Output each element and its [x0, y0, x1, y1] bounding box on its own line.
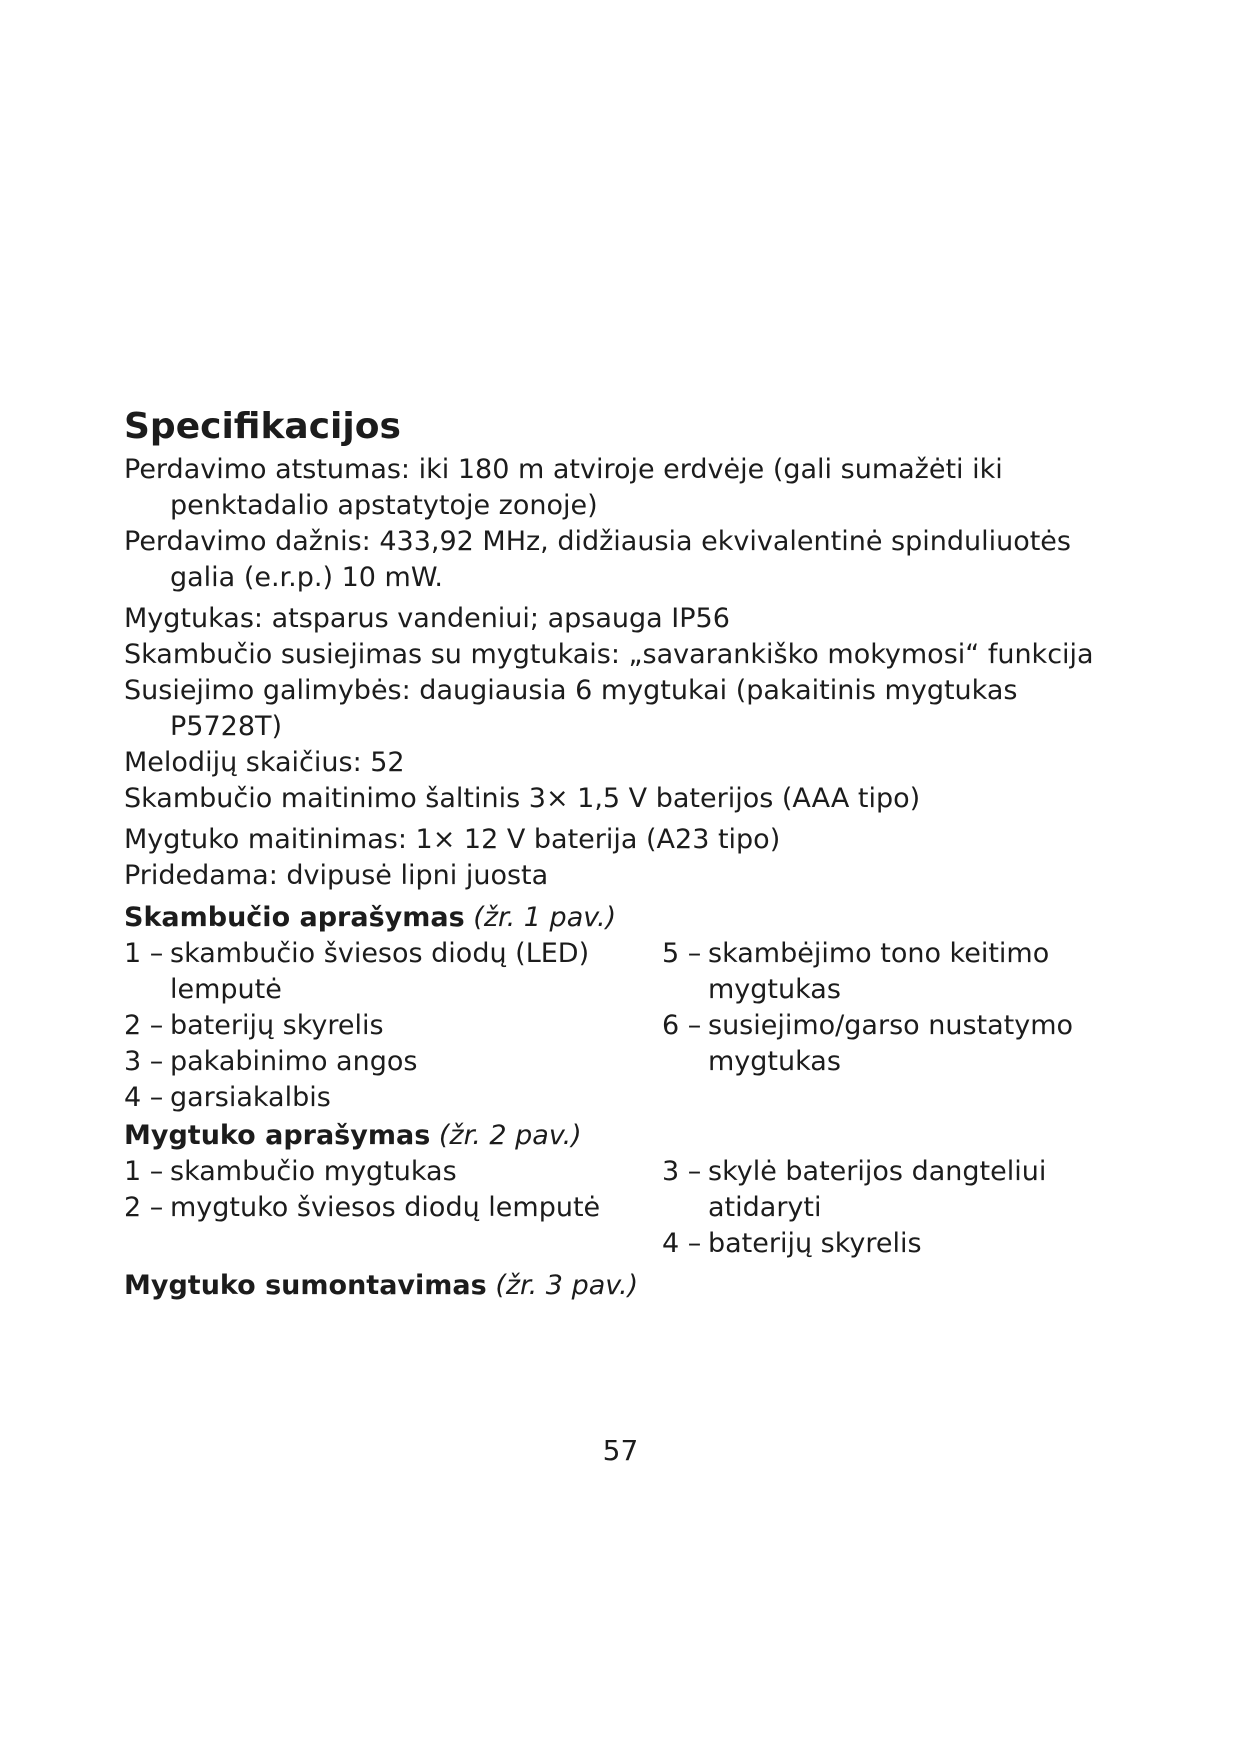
item-text: garsiakalbis: [170, 1082, 331, 1113]
spec-item: Skambučio susiejimas su mygtukais: „savarankiško mokymosi“ funkcija: [124, 639, 1094, 670]
item-number: 3 –: [662, 1156, 702, 1187]
mounting-heading: [124, 1268, 1134, 1304]
item-text: pakabinimo angos: [170, 1046, 418, 1077]
list-item: [124, 1154, 662, 1190]
section-title: Specifikacijos: [124, 406, 401, 447]
item-text: skambučio šviesos diodų (LED) lemputė: [170, 938, 590, 1005]
button-figure-ref: (žr. 2 pav.): [438, 1120, 582, 1151]
item-number: 2 –: [124, 1192, 164, 1223]
spec-item: Mygtuko maitinimas: 1× 12 V baterija (A23 tipo): [124, 824, 781, 855]
item-number: 2 –: [124, 1010, 164, 1041]
item-text: mygtuko šviesos diodų lemputė: [170, 1192, 601, 1223]
item-number: 1 –: [124, 1156, 164, 1187]
list-item: [124, 1080, 662, 1116]
spec-item: Pridedama: dvipusė lipni juosta: [124, 860, 549, 891]
item-number: 6 –: [662, 1010, 702, 1041]
bell-parts-right: [662, 936, 1134, 1116]
list-item: [124, 1044, 662, 1080]
item-text: baterijų skyrelis: [708, 1228, 922, 1259]
page-number: 57: [602, 1434, 639, 1467]
list-item: [124, 936, 662, 1008]
item-number: 3 –: [124, 1046, 164, 1077]
item-text: baterijų skyrelis: [170, 1010, 384, 1041]
button-heading-text: Mygtuko aprašymas: [124, 1120, 431, 1151]
spec-item: Perdavimo atstumas: iki 180 m atviroje erdvėje (gali sumažėti iki penktadalio apstatytoje zonoje): [124, 454, 1003, 521]
document-page: [124, 404, 1134, 1304]
spec-item: Mygtukas: atsparus vandeniui; apsauga IP56: [124, 603, 730, 634]
button-description-heading: [124, 1118, 1134, 1154]
mounting-figure-ref: (žr. 3 pav.): [495, 1270, 639, 1301]
bell-parts-left: [124, 936, 662, 1116]
item-number: 5 –: [662, 938, 702, 969]
list-item: [662, 1008, 1134, 1080]
item-text: skylė baterijos dangteliui atidaryti: [708, 1156, 1047, 1223]
spec-item: Skambučio maitinimo šaltinis 3× 1,5 V baterijos (AAA tipo): [124, 783, 921, 814]
item-text: skambėjimo tono keitimo mygtukas: [708, 938, 1050, 1005]
item-text: susiejimo/garso nustatymo mygtukas: [708, 1010, 1074, 1077]
button-parts-right: [662, 1154, 1134, 1262]
bell-heading-text: Skambučio aprašymas: [124, 902, 465, 933]
list-item: [124, 1190, 662, 1226]
list-item: [662, 1226, 1134, 1262]
bell-figure-ref: (žr. 1 pav.): [473, 902, 617, 933]
mounting-heading-text: Mygtuko sumontavimas: [124, 1270, 487, 1301]
spec-list: [124, 452, 1134, 894]
bell-parts: [124, 936, 1134, 1116]
item-number: 4 –: [662, 1228, 702, 1259]
button-parts: [124, 1154, 1134, 1262]
bell-description-heading: [124, 900, 1134, 936]
item-number: 1 –: [124, 938, 164, 969]
list-item: [662, 936, 1134, 1008]
item-number: 4 –: [124, 1082, 164, 1113]
button-parts-left: [124, 1154, 662, 1262]
item-text: skambučio mygtukas: [170, 1156, 457, 1187]
list-item: [662, 1154, 1134, 1226]
list-item: [124, 1008, 662, 1044]
spec-item: Perdavimo dažnis: 433,92 MHz, didžiausia ekvivalentinė spinduliuotės galia (e.r.p.) 10 mW.: [124, 526, 1071, 593]
spec-item: Susiejimo galimybės: daugiausia 6 mygtukai (pakaitinis mygtukas P5728T): [124, 675, 1018, 742]
spec-item: Melodijų skaičius: 52: [124, 747, 405, 778]
